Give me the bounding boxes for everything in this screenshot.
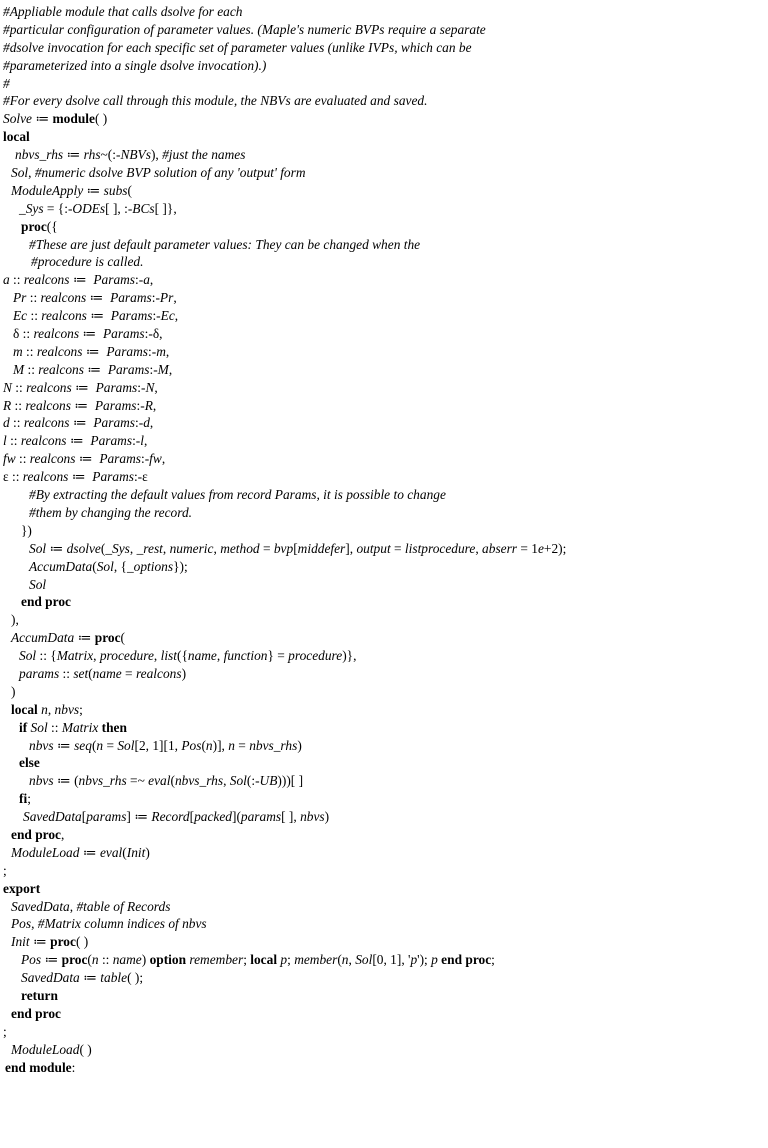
code-line: Sol, #numeric dsolve BVP solution of any 'output' form xyxy=(11,165,306,181)
code-listing xyxy=(3,3,765,1076)
code-line: ; xyxy=(3,1023,7,1039)
code-line: nbvs ≔ (nbvs_rhs =~ eval(nbvs_rhs, Sol(:-UB)))[ ] xyxy=(29,773,304,789)
code-line: SavedData, #table of Records xyxy=(11,898,171,914)
code-line: end proc xyxy=(11,1005,61,1021)
code-line: proc({ xyxy=(21,218,58,234)
code-line: # xyxy=(3,75,10,91)
code-line: #them by changing the record. xyxy=(29,504,193,520)
code-line: ), xyxy=(11,612,19,628)
code-line: nbvs_rhs ≔ rhs~(:-NBVs), #just the names xyxy=(15,147,246,163)
code-line: nbvs ≔ seq(n = Sol[2, 1][1, Pos(n)], n = nbvs_rhs) xyxy=(29,737,302,753)
code-line: ) xyxy=(11,683,16,699)
code-line: N :: realcons ≔ Params:-N, xyxy=(3,379,158,395)
code-line: SavedData ≔ table( ); xyxy=(21,970,144,986)
code-line: end proc, xyxy=(11,826,65,842)
code-line: end module: xyxy=(5,1059,76,1075)
code-line: ; xyxy=(3,862,7,878)
code-line: a :: realcons ≔ Params:-a, xyxy=(3,272,154,288)
code-line: #parameterized into a single dsolve invocation).) xyxy=(3,57,267,73)
code-line: }) xyxy=(21,522,32,538)
code-line: fi; xyxy=(19,791,31,807)
code-line: ModuleLoad ≔ eval(Init) xyxy=(11,844,150,860)
code-line: ModuleLoad( ) xyxy=(11,1041,92,1057)
code-line: R :: realcons ≔ Params:-R, xyxy=(3,397,157,413)
code-line: Sol :: {Matrix, procedure, list({name, function} = procedure)}, xyxy=(19,648,357,664)
code-line: #For every dsolve call through this module, the NBVs are evaluated and saved. xyxy=(3,93,428,109)
code-line: Solve ≔ module( ) xyxy=(3,111,108,127)
code-line: local n, nbvs; xyxy=(11,701,83,717)
code-line: _Sys = {:-ODEs[ ], :-BCs[ ]}, xyxy=(19,200,177,216)
code-line: #By extracting the default values from record Params, it is possible to change xyxy=(29,487,446,503)
code-line: return xyxy=(21,987,58,1003)
code-line: ε :: realcons ≔ Params:-ε xyxy=(3,469,148,485)
code-line: if Sol :: Matrix then xyxy=(19,719,127,735)
code-line: Sol ≔ dsolve(_Sys, _rest, numeric, method = bvp[middefer], output = listprocedure, abserr = 1e+2); xyxy=(29,540,567,556)
code-line: #procedure is called. xyxy=(31,254,144,270)
code-line: m :: realcons ≔ Params:-m, xyxy=(13,343,170,359)
code-line: ModuleApply ≔ subs( xyxy=(11,182,132,198)
code-line: Pos ≔ proc(n :: name) option remember; local p; member(n, Sol[0, 1], 'p'); p end proc; xyxy=(21,952,495,968)
code-line: end proc xyxy=(21,594,71,610)
code-line: #particular configuration of parameter values. (Maple's numeric BVPs require a separate xyxy=(3,21,486,37)
code-line: SavedData[params] ≔ Record[packed](params[ ], nbvs) xyxy=(23,809,330,825)
code-line: Pos, #Matrix column indices of nbvs xyxy=(11,916,207,932)
code-line: fw :: realcons ≔ Params:-fw, xyxy=(3,451,166,467)
code-line: AccumData(Sol, {_options}); xyxy=(29,558,188,574)
code-line: AccumData ≔ proc( xyxy=(11,630,126,646)
code-line: δ :: realcons ≔ Params:-δ, xyxy=(13,326,163,342)
code-line: #Appliable module that calls dsolve for each xyxy=(3,4,243,19)
code-line: #These are just default parameter values: They can be changed when the xyxy=(29,236,421,252)
code-line: local xyxy=(3,129,30,145)
code-line: d :: realcons ≔ Params:-d, xyxy=(3,415,154,431)
code-line: l :: realcons ≔ Params:-l, xyxy=(3,433,148,449)
code-line: M :: realcons ≔ Params:-M, xyxy=(13,361,173,377)
code-line: else xyxy=(19,755,40,771)
code-line: params :: set(name = realcons) xyxy=(19,665,187,681)
code-line: Sol xyxy=(29,576,47,592)
code-line: export xyxy=(3,880,41,896)
code-line: #dsolve invocation for each specific set of parameter values (unlike IVPs, which can be xyxy=(3,39,472,55)
code-line: Ec :: realcons ≔ Params:-Ec, xyxy=(13,308,179,324)
code-line: Init ≔ proc( ) xyxy=(11,934,89,950)
code-line: Pr :: realcons ≔ Params:-Pr, xyxy=(13,290,177,306)
